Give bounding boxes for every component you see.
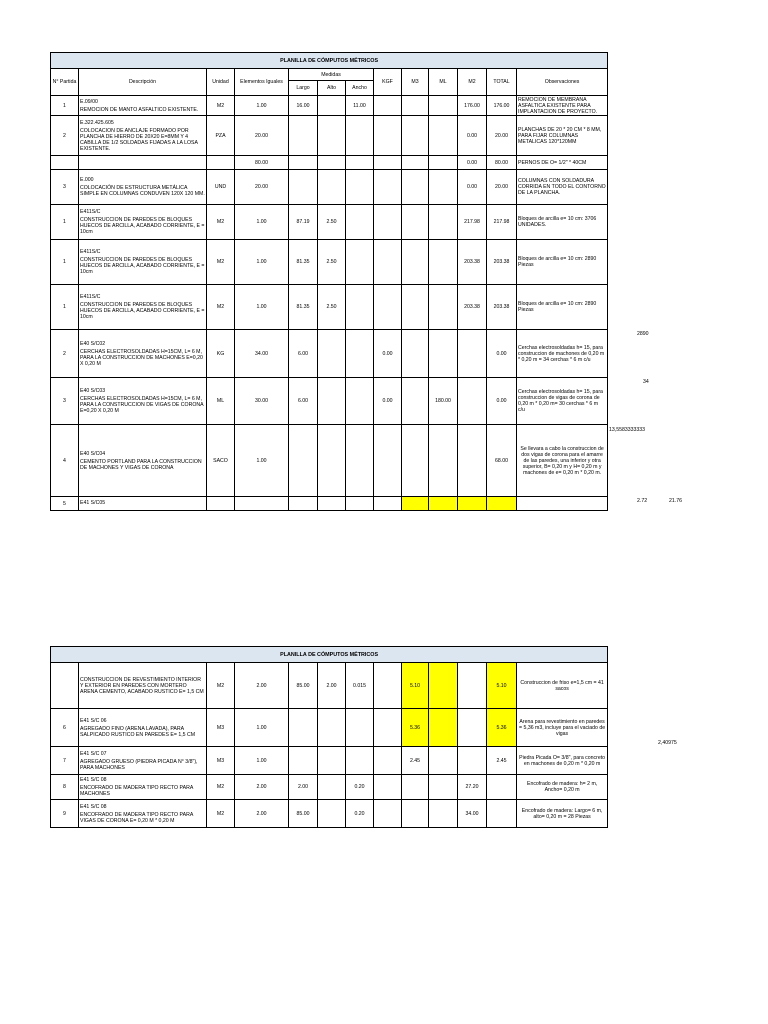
descripcion-cell bbox=[79, 96, 207, 116]
partida-description: CERCHAS ELECTROSOLDADAS H=15CM, L= 6 M, PARA LA CONSTRUCCION DE VIGAS DE CORONA E=0,20 X 0,20 M bbox=[80, 396, 204, 414]
total-cell bbox=[487, 497, 517, 511]
m3-cell: 5.10 bbox=[402, 663, 429, 709]
elementos-cell: 1.00 bbox=[235, 285, 289, 330]
partida-number: 2 bbox=[51, 116, 79, 156]
kgf-cell: 0.00 bbox=[374, 330, 402, 378]
alto-cell bbox=[318, 709, 346, 747]
total-cell bbox=[487, 800, 517, 828]
unidad-cell: KG bbox=[207, 330, 235, 378]
table-row bbox=[51, 170, 608, 205]
kgf-cell bbox=[374, 663, 402, 709]
alto-cell bbox=[318, 775, 346, 800]
partida-description: AGREGADO FINO (ARENA LAVADA), PARA SALPICADO RUSTICO EN PAREDES E= 1,5 CM bbox=[80, 725, 196, 738]
alto-cell: 2.50 bbox=[318, 240, 346, 285]
partida-description: COLOCACION DE ANCLAJE FORMADO POR PLANCHA DE HIERRO DE 20X20 E=8MM Y 4 CABILLA DE 1/2 SOLDADAS FIJADAS A LA LOSA EXISTENTE. bbox=[80, 127, 198, 152]
partida-code: E41 S/C 06 bbox=[80, 717, 107, 724]
alto-cell bbox=[318, 378, 346, 425]
header-ml: ML bbox=[429, 69, 458, 96]
kgf-cell bbox=[374, 116, 402, 156]
alto-cell bbox=[318, 330, 346, 378]
computos-table-2 bbox=[50, 646, 608, 828]
table-row bbox=[51, 240, 608, 285]
ml-cell bbox=[429, 709, 458, 747]
table-row bbox=[51, 285, 608, 330]
descripcion-cell bbox=[79, 800, 207, 828]
elementos-cell: 1.00 bbox=[235, 709, 289, 747]
observaciones-cell: Construccion de friso e=1,5 cm = 41 sacos bbox=[517, 663, 608, 709]
alto-cell: 2.50 bbox=[318, 285, 346, 330]
ancho-cell bbox=[346, 709, 374, 747]
table-row bbox=[51, 116, 608, 156]
elementos-cell: 20.00 bbox=[235, 170, 289, 205]
sheet-title: PLANILLA DE CÓMPUTOS MÉTRICOS bbox=[51, 53, 608, 69]
table-row bbox=[51, 497, 608, 511]
table-row bbox=[51, 425, 608, 497]
largo-cell bbox=[289, 156, 318, 170]
header-partida: N° Partida bbox=[51, 69, 79, 96]
elementos-cell: 2.00 bbox=[235, 800, 289, 828]
elementos-cell: 1.00 bbox=[235, 205, 289, 240]
elementos-cell: 34.00 bbox=[235, 330, 289, 378]
elementos-cell: 2.00 bbox=[235, 775, 289, 800]
m3-cell bbox=[402, 800, 429, 828]
partida-description: CONSTRUCCION DE PAREDES DE BLOQUES HUECOS DE ARCILLA, ACABADO CORRIENTE, E = 10cm bbox=[80, 257, 205, 275]
largo-cell: 81.35 bbox=[289, 240, 318, 285]
partida-number bbox=[51, 156, 79, 170]
total-cell: 203.38 bbox=[487, 285, 517, 330]
m2-cell bbox=[458, 497, 487, 511]
observaciones-cell: Piedra Picada O= 3/8", para concreto en machones de 0,20 m * 0,20 m bbox=[517, 747, 608, 775]
table-row bbox=[51, 800, 608, 828]
ancho-cell bbox=[346, 425, 374, 497]
header-alto: Alto bbox=[318, 81, 346, 96]
observaciones-cell: Cerchas electrosoldadas h= 15, para construccion de machones de 0,20 m * 0,20 m = 34 cerchas * 6 m c/u bbox=[517, 330, 608, 378]
table-row bbox=[51, 663, 608, 709]
kgf-cell bbox=[374, 96, 402, 116]
header-total: TOTAL bbox=[487, 69, 517, 96]
kgf-cell bbox=[374, 240, 402, 285]
partida-description: CONSTRUCCION DE REVESTIMIENTO INTERIOR Y EXTERIOR EN PAREDES CON MORTERO ARENA CEMENTO, ACABADO RUSTICO E= 1,5 CM bbox=[80, 676, 204, 695]
ancho-cell bbox=[346, 378, 374, 425]
elementos-cell: 30.00 bbox=[235, 378, 289, 425]
ancho-cell bbox=[346, 170, 374, 205]
partida-code: E.322.425.605 bbox=[80, 119, 114, 126]
m2-cell bbox=[458, 663, 487, 709]
observaciones-cell: Bloques de arcilla e= 10 cm: 2890 Piezas bbox=[517, 285, 608, 330]
observaciones-cell: Encofrado de madera: h= 2 m, Ancho= 0,20 m bbox=[517, 775, 608, 800]
side-value-1: 2890 bbox=[637, 331, 649, 337]
ml-cell bbox=[429, 285, 458, 330]
ml-cell bbox=[429, 240, 458, 285]
partida-description: CONSTRUCCION DE PAREDES DE BLOQUES HUECOS DE ARCILLA, ACABADO CORRIENTE, E = 10cm bbox=[80, 302, 205, 320]
m2-cell: 176.00 bbox=[458, 96, 487, 116]
total-cell: 20.00 bbox=[487, 170, 517, 205]
m3-cell bbox=[402, 116, 429, 156]
unidad-cell: M3 bbox=[207, 709, 235, 747]
alto-cell bbox=[318, 170, 346, 205]
unidad-cell: SACO bbox=[207, 425, 235, 497]
largo-cell: 6.00 bbox=[289, 378, 318, 425]
partida-code: E411S/C bbox=[80, 209, 101, 215]
kgf-cell bbox=[374, 425, 402, 497]
alto-cell bbox=[318, 747, 346, 775]
total-cell: 68.00 bbox=[487, 425, 517, 497]
partida-code: E40 S/C03 bbox=[80, 388, 106, 394]
m2-cell bbox=[458, 425, 487, 497]
header-m2: M2 bbox=[458, 69, 487, 96]
elementos-cell: 1.00 bbox=[235, 240, 289, 285]
partida-code: E41 S/C 08 bbox=[80, 803, 107, 810]
ancho-cell: 11.00 bbox=[346, 96, 374, 116]
total-cell: 0.00 bbox=[487, 378, 517, 425]
side-value-4: 2.72 bbox=[637, 498, 648, 504]
m3-cell bbox=[402, 170, 429, 205]
alto-cell bbox=[318, 800, 346, 828]
total-cell: 176.00 bbox=[487, 96, 517, 116]
alto-cell bbox=[318, 497, 346, 511]
alto-cell: 2.00 bbox=[318, 663, 346, 709]
partida-description: COLOCACIÓN DE ESTRUCTURA METÁLICA SIMPLE EN COLUMNAS CONDUVEN 120X 120 MM. bbox=[80, 185, 205, 197]
partida-number: 4 bbox=[51, 425, 79, 497]
partida-number bbox=[51, 663, 79, 709]
partida-code: E40 S/C04 bbox=[80, 450, 106, 457]
partida-number: 1 bbox=[51, 205, 79, 240]
elementos-cell: 1.00 bbox=[235, 747, 289, 775]
partida-number: 2 bbox=[51, 330, 79, 378]
total-cell: 217.98 bbox=[487, 205, 517, 240]
partida-description: CONSTRUCCION DE PAREDES DE BLOQUES HUECOS DE ARCILLA, ACABADO CORRIENTE, E = 10cm bbox=[80, 217, 205, 235]
largo-cell: 6.00 bbox=[289, 330, 318, 378]
partida-description: ENCOFRADO DE MADERA TIPO RECTO PARA MACHONES bbox=[80, 785, 193, 797]
ml-cell bbox=[429, 96, 458, 116]
kgf-cell bbox=[374, 156, 402, 170]
ml-cell bbox=[429, 497, 458, 511]
unidad-cell: M3 bbox=[207, 747, 235, 775]
largo-cell: 16.00 bbox=[289, 96, 318, 116]
m2-cell: 0.00 bbox=[458, 156, 487, 170]
m3-cell bbox=[402, 378, 429, 425]
m2-cell bbox=[458, 747, 487, 775]
elementos-cell: 1.00 bbox=[235, 425, 289, 497]
m2-cell bbox=[458, 330, 487, 378]
m2-cell: 217.98 bbox=[458, 205, 487, 240]
observaciones-cell: COLUMNAS CON SOLDADURA CORRIDA EN TODO EL CONTORNO DE LA PLANCHA. bbox=[517, 170, 608, 205]
header-m3: M3 bbox=[402, 69, 429, 96]
m2-cell: 0.00 bbox=[458, 116, 487, 156]
kgf-cell bbox=[374, 747, 402, 775]
descripcion-cell bbox=[79, 425, 207, 497]
unidad-cell bbox=[207, 156, 235, 170]
ml-cell bbox=[429, 663, 458, 709]
descripcion-cell bbox=[79, 497, 207, 511]
observaciones-cell: Bloques de arcilla e= 10 cm: 2890 Piezas bbox=[517, 240, 608, 285]
m3-cell bbox=[402, 775, 429, 800]
table-row bbox=[51, 747, 608, 775]
side-value-2: 34 bbox=[643, 379, 649, 385]
descripcion-cell bbox=[79, 378, 207, 425]
largo-cell bbox=[289, 497, 318, 511]
elementos-cell: 2.00 bbox=[235, 663, 289, 709]
m3-cell bbox=[402, 240, 429, 285]
elementos-cell: 80.00 bbox=[235, 156, 289, 170]
partida-code: E.000 bbox=[80, 177, 94, 183]
ancho-cell bbox=[346, 330, 374, 378]
kgf-cell bbox=[374, 775, 402, 800]
m2-cell: 203.38 bbox=[458, 240, 487, 285]
unidad-cell: M2 bbox=[207, 205, 235, 240]
computos-table-1 bbox=[50, 52, 608, 511]
largo-cell bbox=[289, 170, 318, 205]
unidad-cell: M2 bbox=[207, 96, 235, 116]
elementos-cell: 1.00 bbox=[235, 96, 289, 116]
partida-code: E411S/C bbox=[80, 294, 101, 300]
partida-number: 7 bbox=[51, 747, 79, 775]
header-largo: Largo bbox=[289, 81, 318, 96]
largo-cell bbox=[289, 747, 318, 775]
partida-number: 5 bbox=[51, 497, 79, 511]
header-kgf: KGF bbox=[374, 69, 402, 96]
partida-number: 9 bbox=[51, 800, 79, 828]
observaciones-cell: Bloques de arcilla e= 10 cm: 3706 UNIDADES. bbox=[517, 205, 608, 240]
table-row bbox=[51, 378, 608, 425]
m3-cell bbox=[402, 425, 429, 497]
ancho-cell bbox=[346, 116, 374, 156]
ml-cell bbox=[429, 116, 458, 156]
side-value-6: 2,40975 bbox=[658, 740, 677, 746]
largo-cell: 87.19 bbox=[289, 205, 318, 240]
total-cell: 20.00 bbox=[487, 116, 517, 156]
table-row bbox=[51, 205, 608, 240]
descripcion-cell bbox=[79, 170, 207, 205]
m2-cell: 34.00 bbox=[458, 800, 487, 828]
descripcion-cell bbox=[79, 240, 207, 285]
largo-cell: 81.35 bbox=[289, 285, 318, 330]
m3-cell bbox=[402, 205, 429, 240]
table-row bbox=[51, 330, 608, 378]
ancho-cell bbox=[346, 497, 374, 511]
observaciones-cell bbox=[517, 497, 608, 511]
descripcion-cell bbox=[79, 709, 207, 747]
ancho-cell bbox=[346, 240, 374, 285]
descripcion-cell bbox=[79, 156, 207, 170]
unidad-cell: M2 bbox=[207, 663, 235, 709]
partida-code: E.09/00 bbox=[80, 98, 98, 105]
descripcion-cell bbox=[79, 285, 207, 330]
total-cell: 5.10 bbox=[487, 663, 517, 709]
table-1-body bbox=[51, 96, 608, 511]
sheet-title-2: PLANILLA DE CÓMPUTOS MÉTRICOS bbox=[51, 647, 608, 663]
alto-cell bbox=[318, 425, 346, 497]
alto-cell bbox=[318, 96, 346, 116]
m3-cell: 2.45 bbox=[402, 747, 429, 775]
ml-cell bbox=[429, 205, 458, 240]
unidad-cell: M2 bbox=[207, 240, 235, 285]
side-value-5: 21.76 bbox=[669, 498, 682, 504]
total-cell: 203.38 bbox=[487, 240, 517, 285]
elementos-cell bbox=[235, 497, 289, 511]
m3-cell bbox=[402, 330, 429, 378]
kgf-cell: 0.00 bbox=[374, 378, 402, 425]
kgf-cell bbox=[374, 170, 402, 205]
partida-number: 6 bbox=[51, 709, 79, 747]
partida-number: 1 bbox=[51, 240, 79, 285]
descripcion-cell bbox=[79, 747, 207, 775]
partida-number: 1 bbox=[51, 96, 79, 116]
ml-cell bbox=[429, 775, 458, 800]
partida-number: 3 bbox=[51, 170, 79, 205]
observaciones-cell: Se llevara a cabo la construccion de dos vigas de corona para el amarre de las paredes, una inferior y otra superior, B= 0,20 m y H= 0,20 m y machones de e= 0,20 m * 0,20 m. bbox=[517, 425, 608, 497]
unidad-cell: M2 bbox=[207, 800, 235, 828]
observaciones-cell: Encofrado de madera: Largo= 6 m, alto= 0,20 m = 28 Piezas bbox=[517, 800, 608, 828]
partida-code: E41 S/C 08 bbox=[80, 777, 107, 783]
partida-code: E41 S/C05 bbox=[80, 499, 106, 506]
header-medidas: Medidas bbox=[289, 69, 374, 81]
descripcion-cell bbox=[79, 663, 207, 709]
ml-cell bbox=[429, 800, 458, 828]
m2-cell: 203.38 bbox=[458, 285, 487, 330]
observaciones-cell: Cerchas electrosoldadas h= 15, para construccion de vigas de corona de 0,20 m * 0,20 m= 30 cerchas * 6 m c/u bbox=[517, 378, 608, 425]
partida-code: E40 S/C02 bbox=[80, 340, 106, 347]
m2-cell bbox=[458, 378, 487, 425]
largo-cell: 85.00 bbox=[289, 663, 318, 709]
observaciones-cell: Arena para revestimiento en paredes = 5,36 m3, incluye para el vaciado de vigas bbox=[517, 709, 608, 747]
table-row bbox=[51, 156, 608, 170]
ancho-cell bbox=[346, 285, 374, 330]
table-row bbox=[51, 709, 608, 747]
kgf-cell bbox=[374, 709, 402, 747]
ml-cell bbox=[429, 156, 458, 170]
header-unidad: Unidad bbox=[207, 69, 235, 96]
descripcion-cell bbox=[79, 205, 207, 240]
alto-cell bbox=[318, 116, 346, 156]
observaciones-cell: PERNOS DE O= 1/2" * 40CM bbox=[517, 156, 608, 170]
partida-code: E41 S/C 07 bbox=[80, 750, 107, 757]
descripcion-cell bbox=[79, 116, 207, 156]
partida-description: REMOCION DE MANTO ASFALTICO EXISTENTE. bbox=[80, 106, 199, 113]
ancho-cell bbox=[346, 747, 374, 775]
largo-cell: 85.00 bbox=[289, 800, 318, 828]
largo-cell bbox=[289, 425, 318, 497]
partida-number: 1 bbox=[51, 285, 79, 330]
descripcion-cell bbox=[79, 775, 207, 800]
m3-cell bbox=[402, 285, 429, 330]
m3-cell: 5.36 bbox=[402, 709, 429, 747]
table-row bbox=[51, 96, 608, 116]
total-cell: 80.00 bbox=[487, 156, 517, 170]
unidad-cell: UND bbox=[207, 170, 235, 205]
table-row bbox=[51, 775, 608, 800]
observaciones-cell: REMOCION DE MEMBRANA ASFALTICA EXISTENTE PARA IMPLANTACION DE PROYECTO. bbox=[517, 96, 608, 116]
unidad-cell: ML bbox=[207, 378, 235, 425]
total-cell: 2.45 bbox=[487, 747, 517, 775]
ml-cell bbox=[429, 170, 458, 205]
unidad-cell: PZA bbox=[207, 116, 235, 156]
alto-cell bbox=[318, 156, 346, 170]
header-descripcion: Descripción bbox=[79, 69, 207, 96]
header-elementos: Elementos Iguales bbox=[235, 69, 289, 96]
total-cell: 0.00 bbox=[487, 330, 517, 378]
partida-code: E411S/C bbox=[80, 249, 101, 255]
m2-cell bbox=[458, 709, 487, 747]
m2-cell: 27.20 bbox=[458, 775, 487, 800]
partida-number: 8 bbox=[51, 775, 79, 800]
ancho-cell: 0.20 bbox=[346, 775, 374, 800]
unidad-cell: M2 bbox=[207, 285, 235, 330]
ancho-cell: 0.20 bbox=[346, 800, 374, 828]
unidad-cell: M2 bbox=[207, 775, 235, 800]
m3-cell bbox=[402, 156, 429, 170]
kgf-cell bbox=[374, 205, 402, 240]
partida-description: AGREGADO GRUESO (PIEDRA PICADA N° 3/8"), PARA MACHONES bbox=[80, 758, 198, 771]
unidad-cell bbox=[207, 497, 235, 511]
total-cell bbox=[487, 775, 517, 800]
header-observaciones: Observaciones bbox=[517, 69, 608, 96]
alto-cell: 2.50 bbox=[318, 205, 346, 240]
kgf-cell bbox=[374, 800, 402, 828]
table-2-body bbox=[51, 663, 608, 828]
ml-cell: 180.00 bbox=[429, 378, 458, 425]
ml-cell bbox=[429, 747, 458, 775]
header-ancho: Ancho bbox=[346, 81, 374, 96]
m3-cell bbox=[402, 96, 429, 116]
elementos-cell: 20.00 bbox=[235, 116, 289, 156]
ml-cell bbox=[429, 425, 458, 497]
kgf-cell bbox=[374, 497, 402, 511]
partida-description: CERCHAS ELECTROSOLDADAS H=15CM, L= 6 M, PARA LA CONSTRUCCION DE MACHONES E=0,20 X 0,20 M bbox=[80, 348, 203, 367]
ancho-cell bbox=[346, 156, 374, 170]
m3-cell bbox=[402, 497, 429, 511]
ancho-cell: 0.015 bbox=[346, 663, 374, 709]
total-cell: 5.36 bbox=[487, 709, 517, 747]
largo-cell: 2.00 bbox=[289, 775, 318, 800]
ancho-cell bbox=[346, 205, 374, 240]
kgf-cell bbox=[374, 285, 402, 330]
side-value-3: 13,5583333333 bbox=[609, 427, 646, 433]
partida-description: CEMENTO PORTLAND PARA LA CONSTRUCCION DE MACHONES Y VIGAS DE CORONA bbox=[80, 458, 202, 471]
partida-number: 3 bbox=[51, 378, 79, 425]
largo-cell bbox=[289, 709, 318, 747]
observaciones-cell: PLANCHAS DE 20 * 20 CM * 8 MM, PARA FIJAR COLUMNAS METALICAS 120*120MM bbox=[517, 116, 608, 156]
ml-cell bbox=[429, 330, 458, 378]
largo-cell bbox=[289, 116, 318, 156]
descripcion-cell bbox=[79, 330, 207, 378]
m2-cell: 0.00 bbox=[458, 170, 487, 205]
partida-description: ENCOFRADO DE MADERA TIPO RECTO PARA VIGAS DE CORONA E= 0,20 M * 0,20 M bbox=[80, 811, 193, 824]
